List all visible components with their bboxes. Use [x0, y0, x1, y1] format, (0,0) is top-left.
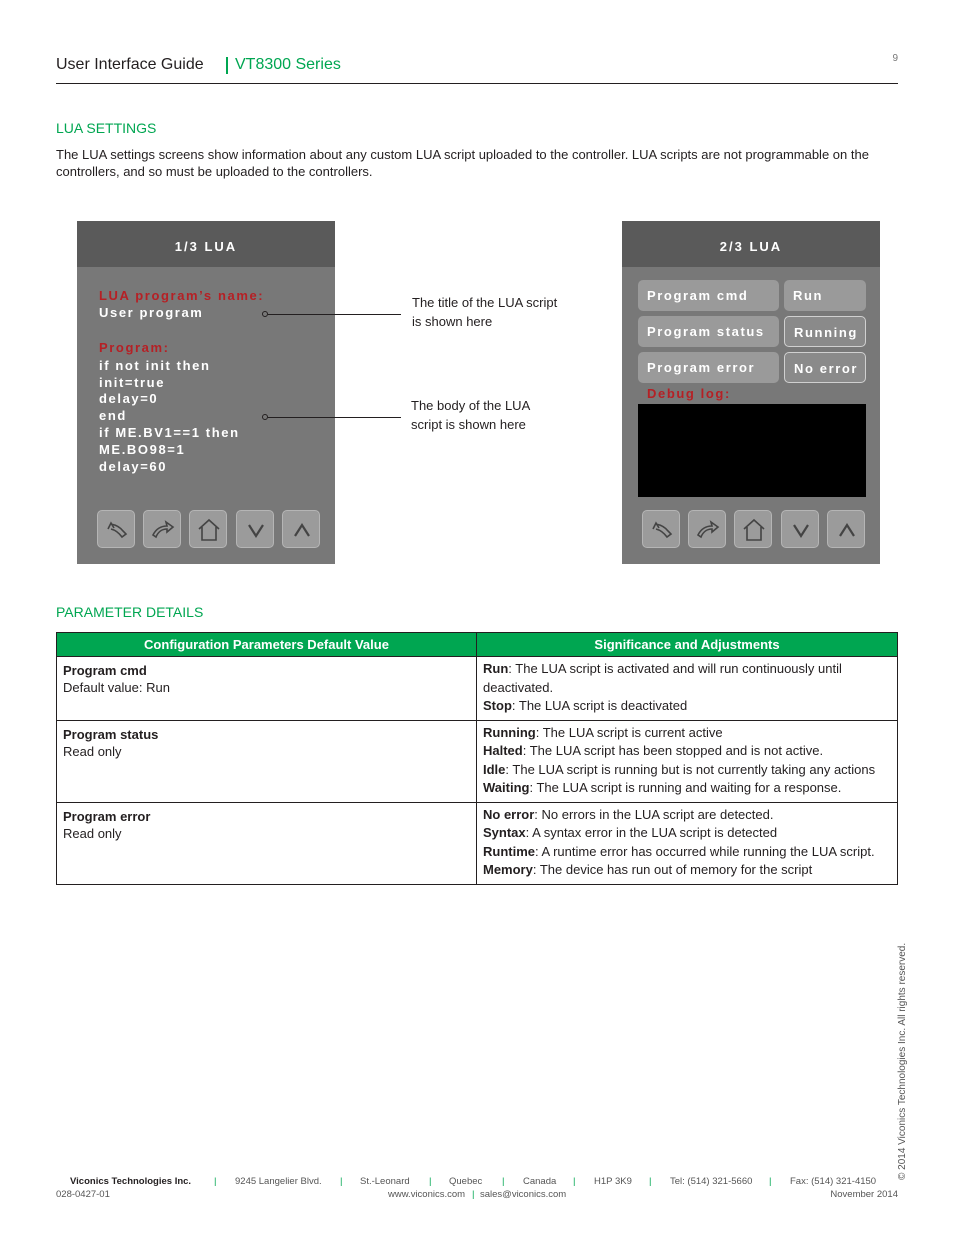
- program-cmd-value[interactable]: Run: [784, 280, 866, 311]
- chevron-up-icon: [289, 517, 315, 543]
- footer-tel: Tel: (514) 321-5660: [670, 1176, 753, 1187]
- parameter-details-title: PARAMETER DETAILS: [56, 604, 204, 620]
- footer-fax: Fax: (514) 321-4150: [790, 1176, 877, 1187]
- term: Waiting: [483, 780, 530, 795]
- desc: : The device has run out of memory for the script: [532, 862, 813, 877]
- footer-company: Viconics Technologies Inc.: [70, 1176, 192, 1187]
- header-divider: [226, 57, 228, 74]
- forward-button[interactable]: [688, 510, 726, 548]
- navigation-buttons: [97, 510, 321, 550]
- lua-screen-1: [77, 221, 335, 564]
- body-callout: [411, 396, 530, 434]
- term: No error: [483, 806, 535, 822]
- guide-title: User Interface Guide: [56, 56, 204, 73]
- callout-line-text: The title of the LUA script: [412, 295, 558, 310]
- parameter-table: [56, 632, 898, 885]
- title-callout: [412, 293, 557, 331]
- footer-separator: |: [769, 1176, 772, 1187]
- column-header: Significance and Adjustments: [477, 633, 898, 657]
- lua-settings-title: LUA SETTINGS: [56, 120, 157, 136]
- term: Runtime: [483, 843, 535, 859]
- lua-settings-intro: The LUA settings screens show information about any custom LUA script uploaded to the controller. LUA scripts are not programmable on the controllers, and so must be uploaded to the controllers.: [56, 147, 869, 179]
- program-error-value: No error: [784, 352, 866, 383]
- program-line: ME.BO98=1: [99, 442, 186, 457]
- screen-title: 1/3 LUA: [77, 221, 335, 267]
- param-sub: Read only: [63, 825, 122, 841]
- forward-button[interactable]: [143, 510, 181, 548]
- footer-province: Quebec: [449, 1176, 483, 1187]
- footer-country: Canada: [523, 1176, 557, 1187]
- table-row: [57, 802, 898, 884]
- program-line: if not init then: [99, 358, 211, 373]
- back-button[interactable]: [642, 510, 680, 548]
- navigation-buttons: [642, 510, 866, 550]
- program-status-label: Program status: [638, 316, 779, 347]
- up-button[interactable]: [282, 510, 320, 548]
- param-sub: Default value: Run: [63, 680, 170, 695]
- back-icon: [649, 517, 675, 543]
- desc: : The LUA script is running but is not currently taking any actions: [505, 761, 876, 777]
- desc: : A syntax error in the LUA script is detected: [525, 825, 778, 840]
- desc: : The LUA script is running and waiting for a response.: [529, 780, 842, 795]
- chevron-down-icon: [243, 517, 269, 543]
- column-header: Configuration Parameters Default Value: [57, 633, 477, 657]
- footer-separator: |: [340, 1176, 343, 1187]
- program-line: delay=0: [99, 391, 159, 406]
- back-button[interactable]: [97, 510, 135, 548]
- footer-separator: |: [502, 1176, 505, 1187]
- chevron-down-icon: [788, 517, 814, 543]
- debug-log-area: [638, 404, 866, 497]
- down-button[interactable]: [236, 510, 274, 548]
- desc: : A runtime error has occurred while running the LUA script.: [535, 843, 875, 859]
- series-title: VT8300 Series: [235, 56, 341, 73]
- footer-separator: |: [214, 1176, 217, 1187]
- program-name-value: User program: [99, 305, 204, 320]
- footer-street: 9245 Langelier Blvd.: [235, 1176, 322, 1187]
- chevron-up-icon: [834, 517, 860, 543]
- footer-doc-number: 028-0427-01: [56, 1189, 110, 1200]
- callout-line: [268, 314, 401, 315]
- table-row: [57, 657, 898, 721]
- forward-icon: [695, 517, 721, 543]
- page-header: [56, 54, 898, 84]
- term: Run: [483, 661, 509, 676]
- desc: : The LUA script is activated and will run continuously until deactivated.: [483, 661, 842, 695]
- program-name-label: LUA program’s name:: [99, 288, 265, 303]
- screen-title: 2/3 LUA: [622, 221, 880, 267]
- forward-icon: [150, 517, 176, 543]
- program-line: end: [99, 408, 127, 423]
- callout-line-text: is shown here: [412, 314, 493, 329]
- down-button[interactable]: [781, 510, 819, 548]
- term: Idle: [483, 761, 506, 777]
- term: Syntax: [483, 825, 526, 840]
- program-status-value: Running: [784, 316, 866, 347]
- home-button[interactable]: [734, 510, 772, 548]
- program-cmd-label: Program cmd: [638, 280, 779, 311]
- param-name: Program error: [63, 808, 151, 824]
- footer-city: St.-Leonard: [360, 1176, 410, 1187]
- program-error-label: Program error: [638, 352, 779, 383]
- footer-email[interactable]: sales@viconics.com: [480, 1189, 567, 1200]
- desc: : The LUA script is deactivated: [511, 698, 688, 713]
- callout-line-text: The body of the LUA: [411, 398, 531, 413]
- page-number: 9: [892, 53, 898, 64]
- table-row: [57, 720, 898, 802]
- param-name: Program status: [63, 726, 159, 742]
- footer-separator: |: [573, 1176, 576, 1187]
- back-icon: [104, 517, 130, 543]
- footer-web[interactable]: www.viconics.com: [388, 1189, 466, 1200]
- lua-screen-2: [622, 221, 880, 564]
- desc: : The LUA script is current active: [535, 724, 723, 740]
- callout-line-text: script is shown here: [411, 417, 526, 432]
- program-line: delay=60: [99, 459, 168, 474]
- footer-separator: |: [429, 1176, 432, 1187]
- term: Halted: [483, 743, 523, 758]
- up-button[interactable]: [827, 510, 865, 548]
- program-label: Program:: [99, 340, 170, 355]
- home-icon: [196, 517, 222, 543]
- footer-postal: H1P 3K9: [594, 1176, 632, 1187]
- term: Running: [483, 724, 536, 740]
- desc: : The LUA script has been stopped and is not active.: [522, 743, 824, 758]
- param-sub: Read only: [63, 743, 122, 759]
- desc: : No errors in the LUA script are detected.: [534, 806, 774, 822]
- program-line: init=true: [99, 375, 166, 390]
- term: Memory: [483, 862, 533, 877]
- debug-log-label: Debug log:: [647, 386, 731, 401]
- home-icon: [741, 517, 767, 543]
- footer-date: November 2014: [830, 1189, 898, 1200]
- param-name: Program cmd: [63, 663, 147, 678]
- copyright-notice: © 2014 Viconics Technologies Inc. All rights reserved.: [897, 942, 908, 1180]
- callout-line: [268, 417, 401, 418]
- footer-separator: |: [649, 1176, 652, 1187]
- program-line: if ME.BV1==1 then: [99, 425, 240, 440]
- home-button[interactable]: [189, 510, 227, 548]
- term: Stop: [483, 698, 512, 713]
- footer-separator: |: [472, 1189, 475, 1200]
